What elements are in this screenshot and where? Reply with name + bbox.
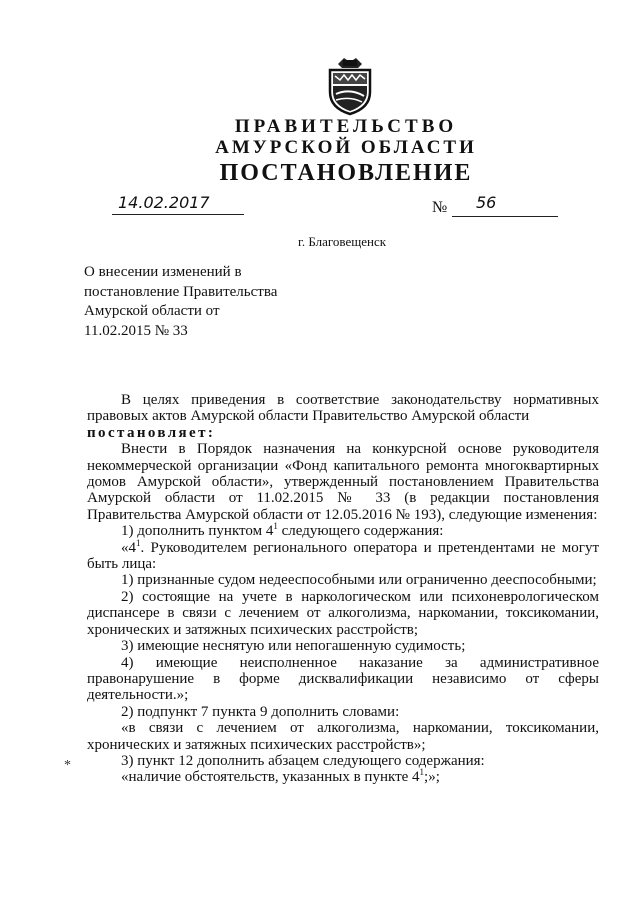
number-underline (452, 198, 558, 217)
quoted-clause-text: . Руководителем регионального оператора и претендентами не могут быть лица: (87, 539, 599, 573)
document-body (87, 392, 599, 786)
superscript: 1 (136, 537, 141, 548)
subject-line: О внесении изменений в (84, 264, 242, 280)
amendment-item-1-tail: следующего содержания: (277, 523, 444, 540)
intro-paragraph: В целях приведения в соответствие законодательству нормативных правовых актов Амурской области Правительство Амурской области (87, 392, 599, 425)
amendment-item-3-text-start: «наличие обстоятельств, указанных в пункте 4 (121, 769, 420, 786)
subject-line: постановление Правительства (84, 283, 278, 300)
amendment-item-2: 2) подпункт 7 пункта 9 дополнить словами: (121, 703, 400, 720)
coat-of-arms-emblem (326, 56, 374, 116)
subitem-1: 1) признанные судом недееспособными или ограниченно дееспособными; (121, 572, 597, 589)
amendment-item-2-text: «в связи с лечением от алкоголизма, наркомании, токсикомании, хронических и затяжных психических расстройств»; (87, 720, 599, 753)
subitem-4: 4) имеющие неисполненное наказание за административное правонарушение в форме дисквалификации независимо от сферы деятельности.»; (87, 654, 599, 704)
subject-line: 11.02.2015 № 33 (84, 322, 188, 339)
resolution-word: постановляет: (87, 424, 216, 441)
document-number: 56 (476, 193, 497, 212)
quoted-clause (87, 537, 599, 573)
amendment-item-3-tail: ;»; (424, 769, 440, 786)
superscript: 1 (419, 767, 425, 778)
government-title: ПРАВИТЕЛЬСТВО (234, 116, 458, 137)
city-line: г. Благовещенск (298, 234, 387, 249)
subject-block (84, 263, 314, 341)
subitem-3: 3) имеющие неснятую или непогашенную судимость; (121, 638, 466, 655)
subject-line: Амурской области от (84, 303, 220, 319)
quoted-clause-start: «4 (121, 539, 136, 556)
margin-mark: * (64, 758, 71, 773)
amendment-item-1 (87, 523, 599, 539)
number-label: № (432, 199, 448, 216)
amendment-item-1-text: 1) дополнить пунктом 4 (121, 523, 274, 540)
amendment-item-3-text (87, 769, 599, 785)
region-title: АМУРСКОЙ ОБЛАСТИ (215, 137, 477, 158)
document-date: 14.02.2017 (118, 193, 210, 212)
main-paragraph: Внести в Порядок назначения на конкурсной основе руководителя некоммерческой организации «Фонд капитального ремонта многоквартирных домов Амурской области», утвержденный постановлением Правительства Амурской области от 11.02.2015 № 33 (в редакции постановления Правительства Амурской области от 12.05.2016 № 193), следующие изменения: (87, 441, 599, 523)
amendment-item-3: 3) пункт 12 дополнить абзацем следующего содержания: (121, 752, 485, 769)
document-type-title: ПОСТАНОВЛЕНИЕ (219, 160, 473, 186)
superscript: 1 (273, 521, 278, 532)
subitem-2: 2) состоящие на учете в наркологическом или психоневрологическом диспансере в связи с лечением от алкоголизма, наркомании, токсикомании, хронических и затяжных психических расстройств; (87, 588, 599, 638)
